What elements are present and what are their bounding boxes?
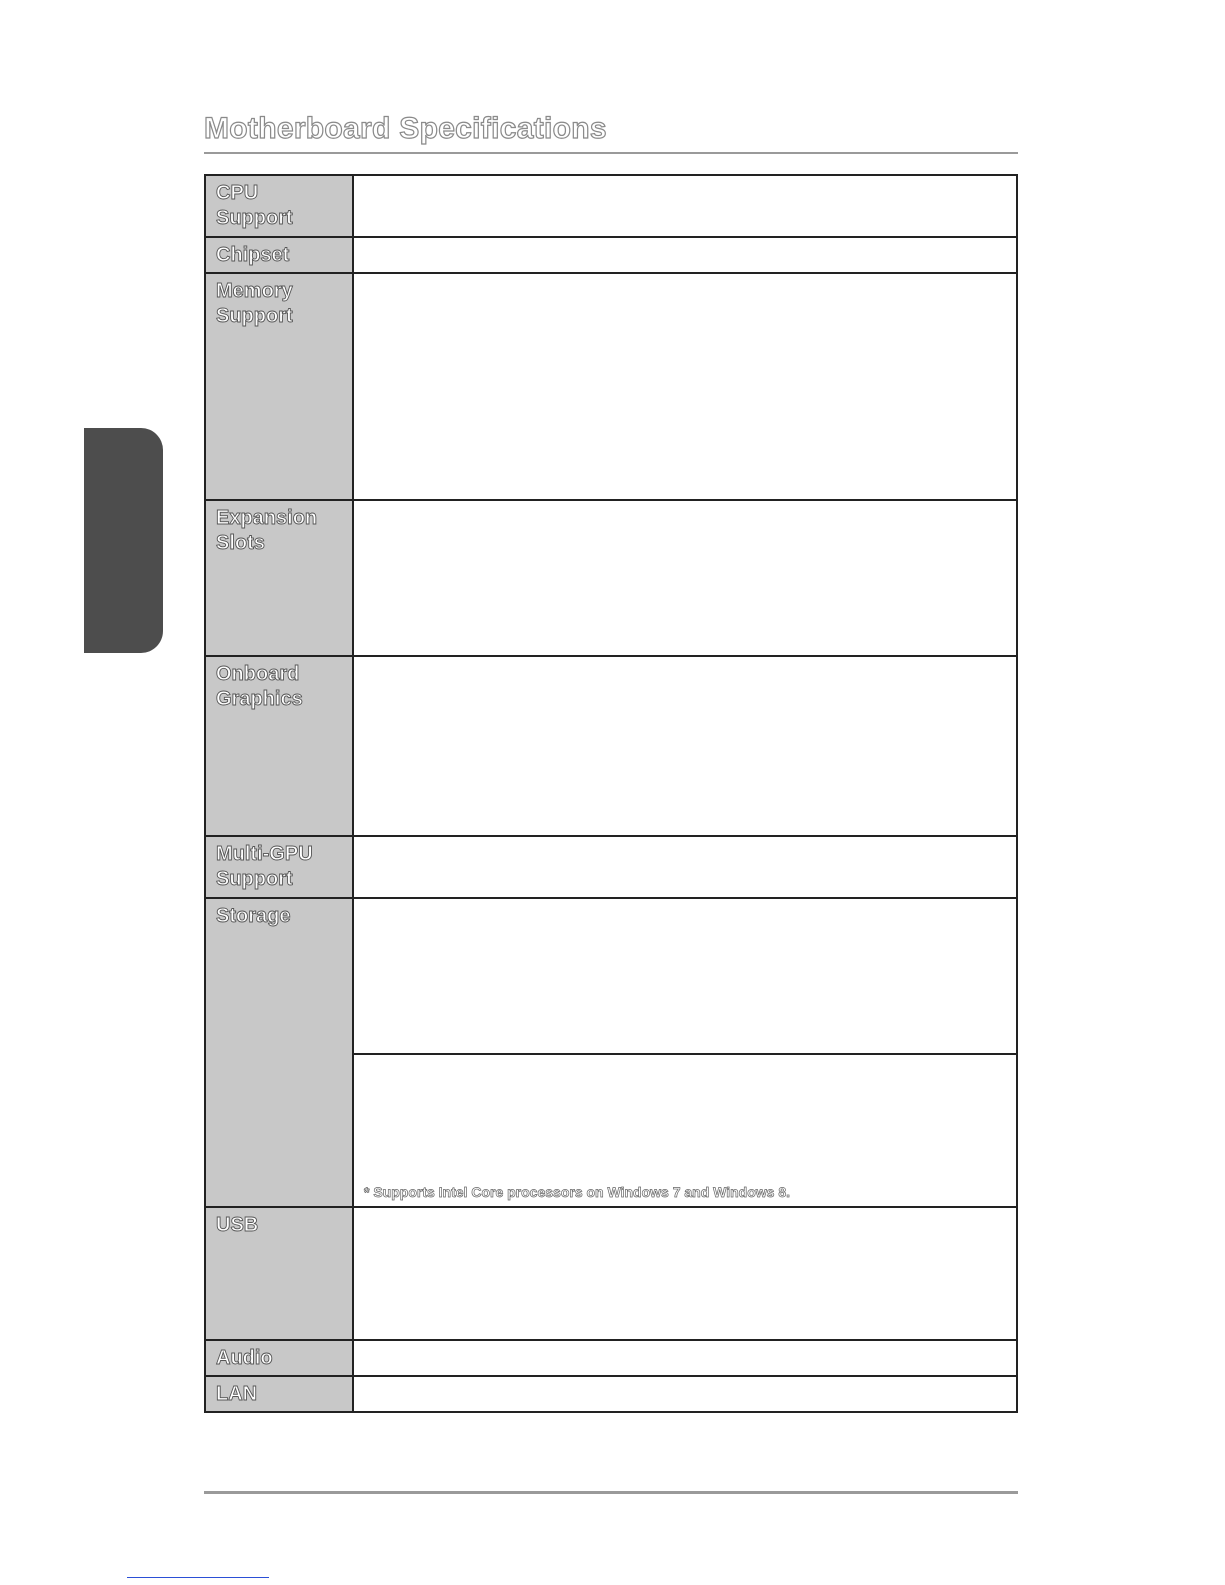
label-line: Audio bbox=[216, 1347, 273, 1369]
table-row bbox=[205, 500, 1017, 656]
row-label-lan bbox=[205, 1376, 353, 1412]
label-line: Storage bbox=[216, 905, 291, 927]
table-row bbox=[205, 175, 1017, 237]
row-value-audio bbox=[353, 1340, 1017, 1376]
row-label-multi-gpu-support bbox=[205, 836, 353, 898]
row-value-cpu-support bbox=[353, 175, 1017, 237]
table-row bbox=[205, 1340, 1017, 1376]
label-line: Memory bbox=[216, 280, 293, 302]
page-title: Motherboard Specifications bbox=[204, 112, 607, 145]
page-edge-underline bbox=[127, 1577, 269, 1578]
table-row bbox=[205, 273, 1017, 500]
title-divider bbox=[204, 152, 1018, 154]
table-row bbox=[205, 656, 1017, 836]
row-label-usb bbox=[205, 1207, 353, 1340]
table-row bbox=[205, 898, 1017, 1054]
row-label-cpu-support bbox=[205, 175, 353, 237]
table-row bbox=[205, 1376, 1017, 1412]
label-line: Chipset bbox=[216, 244, 290, 266]
label-line: CPU bbox=[216, 182, 259, 204]
row-value-multi-gpu-support bbox=[353, 836, 1017, 898]
footer-divider bbox=[204, 1491, 1018, 1494]
row-value-chipset bbox=[353, 237, 1017, 273]
row-value-usb bbox=[353, 1207, 1017, 1340]
label-line: Support bbox=[216, 868, 293, 890]
label-line: Onboard bbox=[216, 663, 300, 685]
row-label-onboard-graphics bbox=[205, 656, 353, 836]
row-label-audio bbox=[205, 1340, 353, 1376]
row-label-memory-support bbox=[205, 273, 353, 500]
label-line: USB bbox=[216, 1214, 259, 1236]
spec-table bbox=[204, 174, 1018, 1413]
label-line: LAN bbox=[216, 1383, 258, 1405]
label-line: Multi-GPU bbox=[216, 843, 313, 865]
chapter-side-tab bbox=[84, 428, 163, 653]
row-label-chipset bbox=[205, 237, 353, 273]
table-row bbox=[205, 237, 1017, 273]
label-line: Slots bbox=[216, 532, 265, 554]
table-row bbox=[205, 836, 1017, 898]
row-value-storage-raid bbox=[353, 1054, 1017, 1207]
row-value-lan bbox=[353, 1376, 1017, 1412]
row-value-memory-support bbox=[353, 273, 1017, 500]
row-value-onboard-graphics bbox=[353, 656, 1017, 836]
label-line: Support bbox=[216, 207, 293, 229]
table-row bbox=[205, 1207, 1017, 1340]
label-line: Graphics bbox=[216, 688, 303, 710]
row-value-storage bbox=[353, 898, 1017, 1054]
row-value-expansion-slots bbox=[353, 500, 1017, 656]
row-label-storage bbox=[205, 898, 353, 1207]
row-label-expansion-slots bbox=[205, 500, 353, 656]
label-line: Support bbox=[216, 305, 293, 327]
label-line: Expansion bbox=[216, 507, 318, 529]
storage-footnote: * Supports Intel Core processors on Windows 7 and Windows 8. bbox=[364, 1184, 791, 1200]
